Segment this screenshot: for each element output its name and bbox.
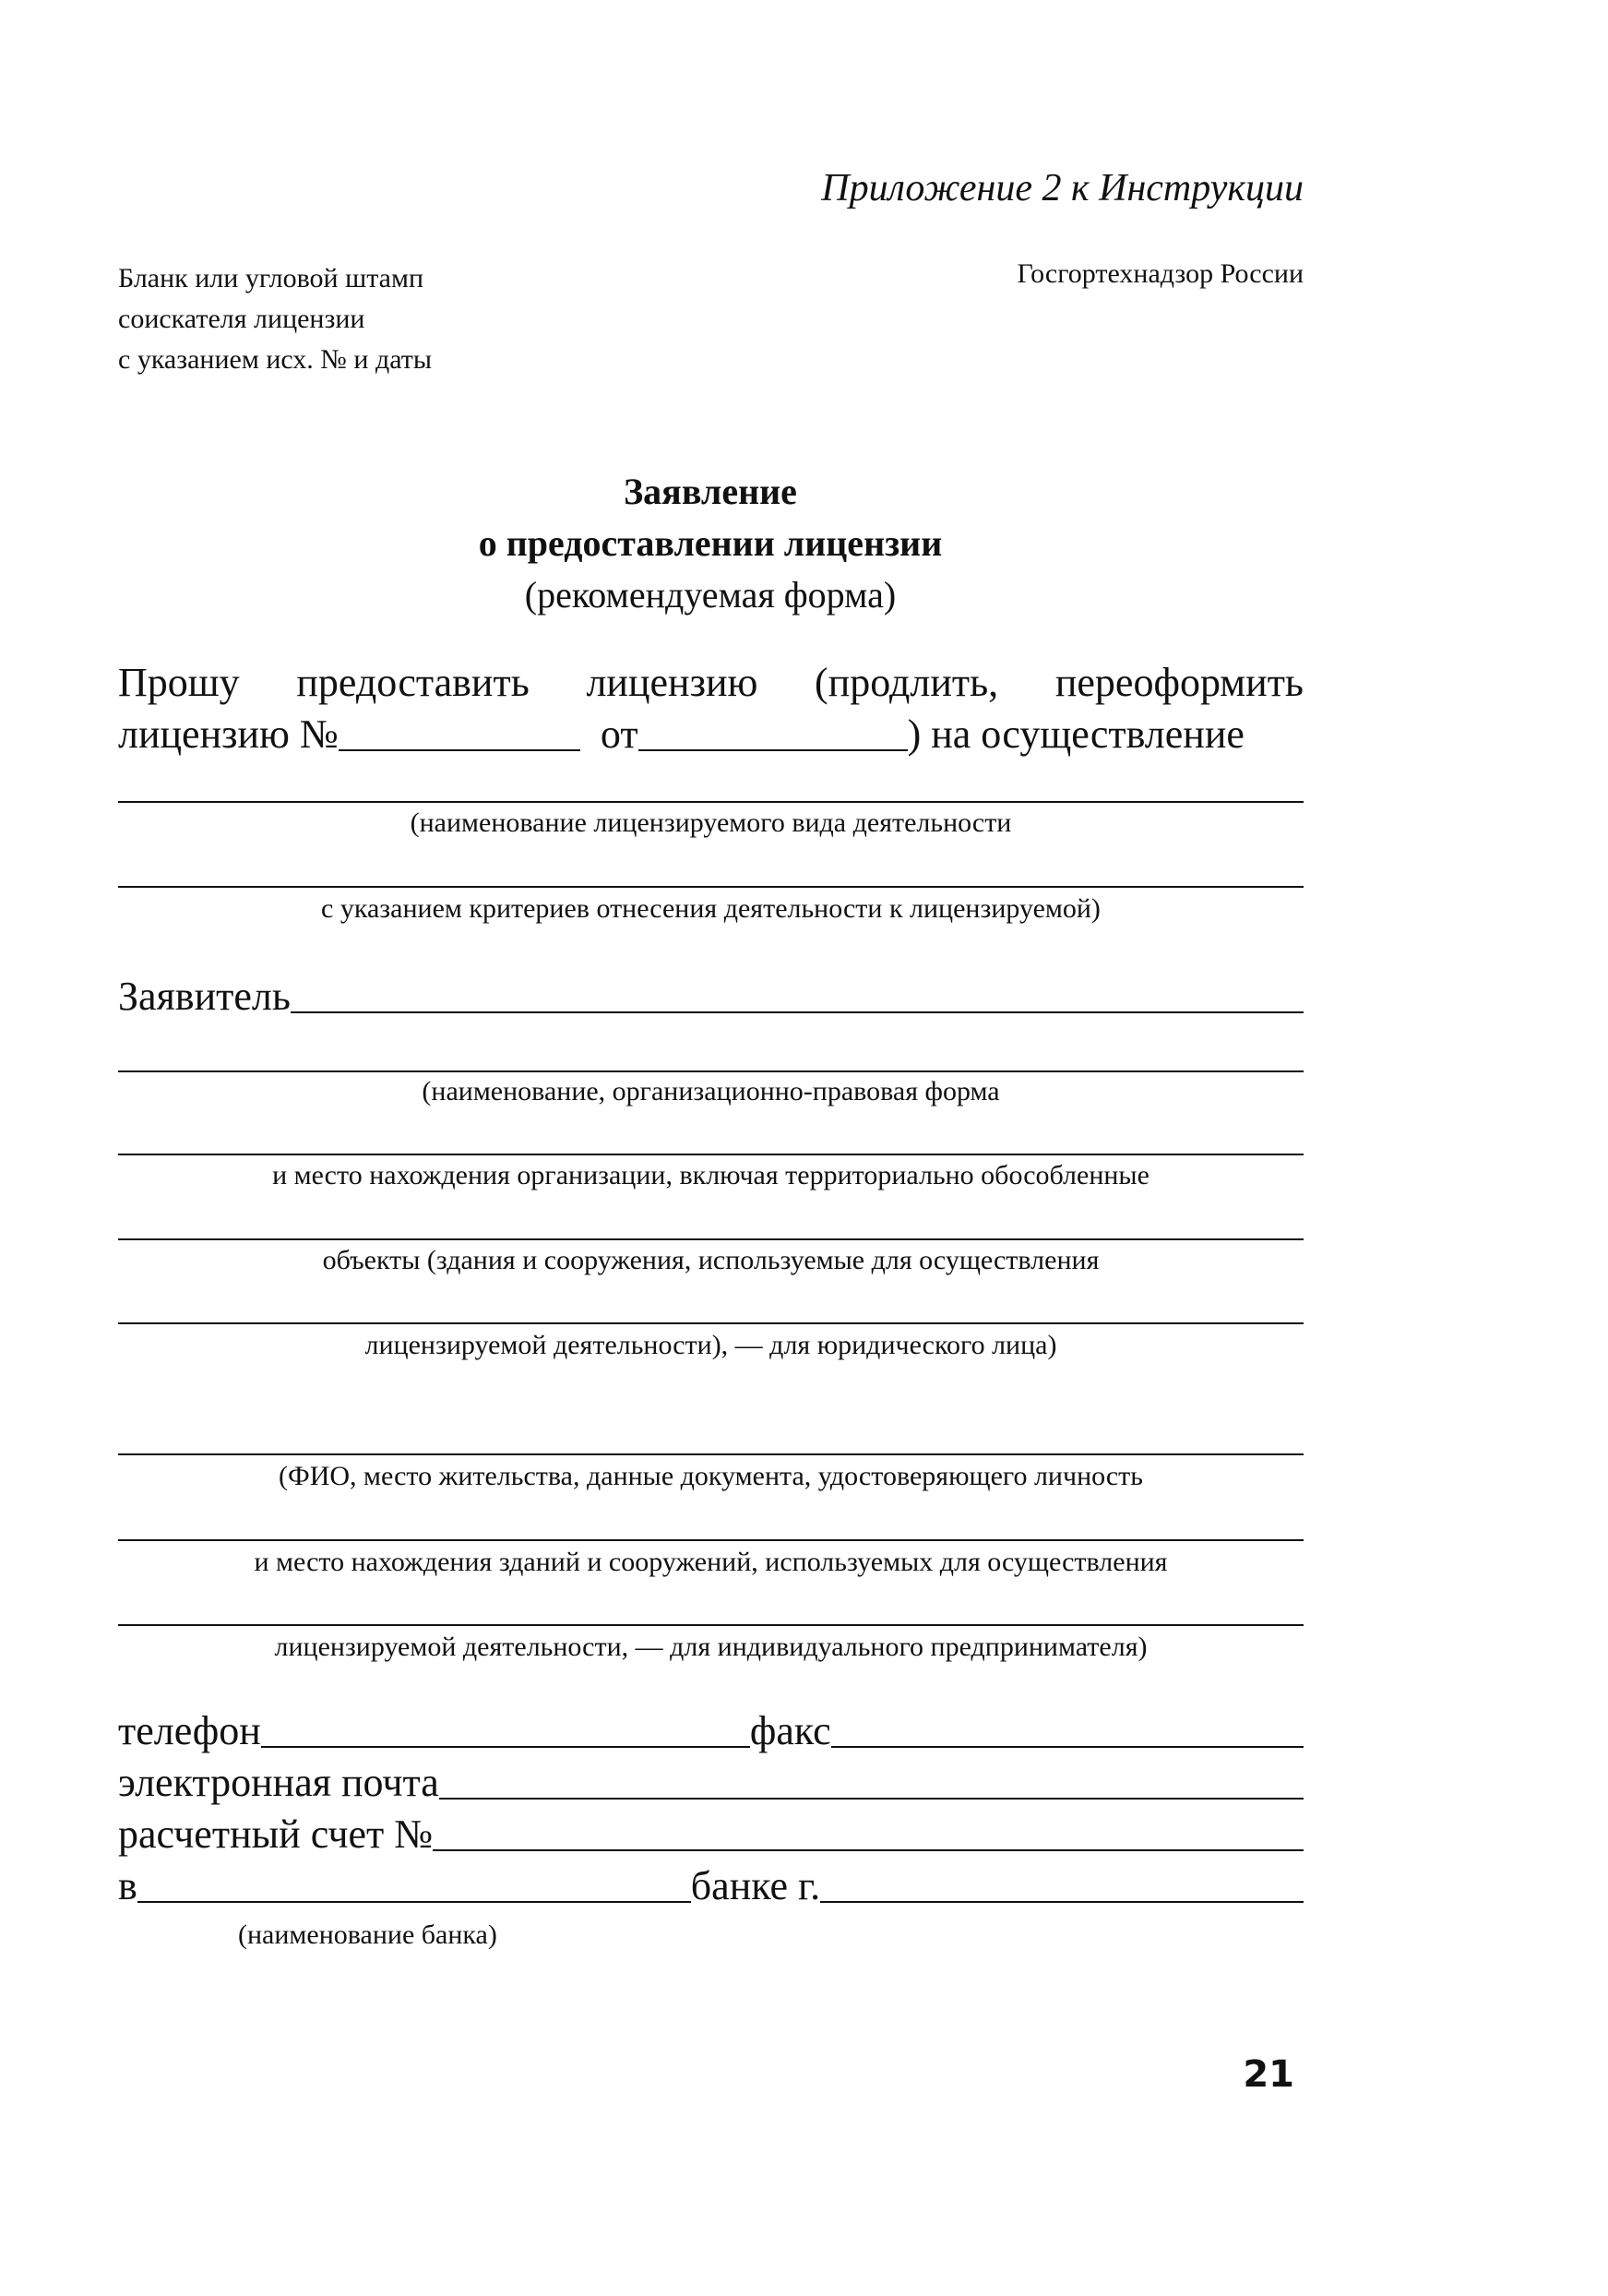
request-line-2 bbox=[118, 709, 1304, 760]
applicant-field[interactable] bbox=[291, 1011, 1304, 1013]
email-row bbox=[118, 1757, 1304, 1809]
individual-caption-2: и место нахождения зданий и сооружений, используемых для осуществления bbox=[254, 1547, 1168, 1577]
bank-name-field[interactable] bbox=[137, 1901, 691, 1903]
title-line-1: Заявление bbox=[624, 471, 797, 512]
document-title bbox=[0, 466, 1421, 621]
email-label: электронная почта bbox=[118, 1760, 439, 1805]
legal-caption-1: (наименование, организационно-правовая форма bbox=[422, 1076, 1000, 1106]
activity-criteria-caption: с указанием критериев отнесения деятельности к лицензируемой) bbox=[321, 893, 1101, 924]
account-field[interactable] bbox=[433, 1849, 1304, 1851]
account-label: расчетный счет № bbox=[118, 1812, 434, 1857]
bank-row bbox=[118, 1860, 1304, 1912]
individual-field-3[interactable] bbox=[118, 1624, 1304, 1626]
applicant-label: Заявитель bbox=[118, 974, 291, 1019]
legal-caption-4: лицензируемой деятельности), — для юридического лица) bbox=[364, 1330, 1057, 1360]
applicant-row bbox=[118, 971, 1304, 1022]
stamp-placeholder bbox=[118, 258, 432, 380]
stamp-line: соискателя лицензии bbox=[118, 304, 365, 334]
individual-field-1[interactable] bbox=[118, 1453, 1304, 1455]
legal-field-2[interactable] bbox=[118, 1154, 1304, 1155]
license-number-field[interactable] bbox=[339, 749, 580, 751]
fax-label: факс bbox=[749, 1708, 831, 1753]
individual-caption-1: (ФИО, место жительства, данные документа, удостоверяющего личность bbox=[279, 1461, 1143, 1491]
title-line-3: (рекомендуемая форма) bbox=[524, 574, 897, 616]
fax-field[interactable] bbox=[831, 1746, 1304, 1748]
license-number-label: лицензию № bbox=[118, 712, 339, 757]
individual-caption-3: лицензируемой деятельности, — для индивидуального предпринимателя) bbox=[274, 1632, 1148, 1662]
stamp-line: с указанием исх. № и даты bbox=[118, 344, 433, 375]
legal-field-3[interactable] bbox=[118, 1238, 1304, 1240]
license-date-field[interactable] bbox=[638, 749, 908, 751]
request-tail: ) на осуществление bbox=[907, 712, 1245, 757]
phone-field[interactable] bbox=[261, 1746, 750, 1748]
activity-name-field[interactable] bbox=[118, 801, 1304, 803]
license-date-label: от bbox=[600, 712, 638, 757]
legal-caption-2: и место нахождения организации, включая территориально обособленные bbox=[272, 1160, 1149, 1190]
email-field[interactable] bbox=[439, 1798, 1304, 1800]
title-line-2: о предоставлении лицензии bbox=[478, 522, 943, 564]
legal-field-4[interactable] bbox=[118, 1322, 1304, 1324]
bank-in-label: в bbox=[118, 1863, 137, 1908]
individual-field-2[interactable] bbox=[118, 1539, 1304, 1541]
contacts-block bbox=[118, 1705, 1304, 1912]
appendix-reference: Приложение 2 к Инструкции bbox=[821, 167, 1304, 209]
stamp-line: Бланк или угловой штамп bbox=[118, 263, 424, 293]
request-paragraph bbox=[118, 657, 1304, 760]
legal-caption-3: объекты (здания и сооружения, используемые для осуществления bbox=[322, 1245, 1100, 1275]
legal-field-1[interactable] bbox=[118, 1070, 1304, 1072]
phone-fax-row bbox=[118, 1705, 1304, 1757]
addressee-authority: Госгортехнадзор России bbox=[1017, 258, 1304, 289]
page-number: 21 bbox=[1243, 2053, 1294, 2096]
bank-city-field[interactable] bbox=[820, 1901, 1304, 1903]
account-row bbox=[118, 1809, 1304, 1860]
activity-criteria-field[interactable] bbox=[118, 886, 1304, 888]
request-line-1: Прошу предоставить лицензию (продлить, переоформить bbox=[118, 660, 1304, 705]
bank-city-label: банке г. bbox=[690, 1863, 821, 1908]
bank-name-caption: (наименование банка) bbox=[238, 1919, 497, 1950]
activity-name-caption: (наименование лицензируемого вида деятельности bbox=[410, 807, 1012, 838]
phone-label: телефон bbox=[118, 1708, 261, 1753]
